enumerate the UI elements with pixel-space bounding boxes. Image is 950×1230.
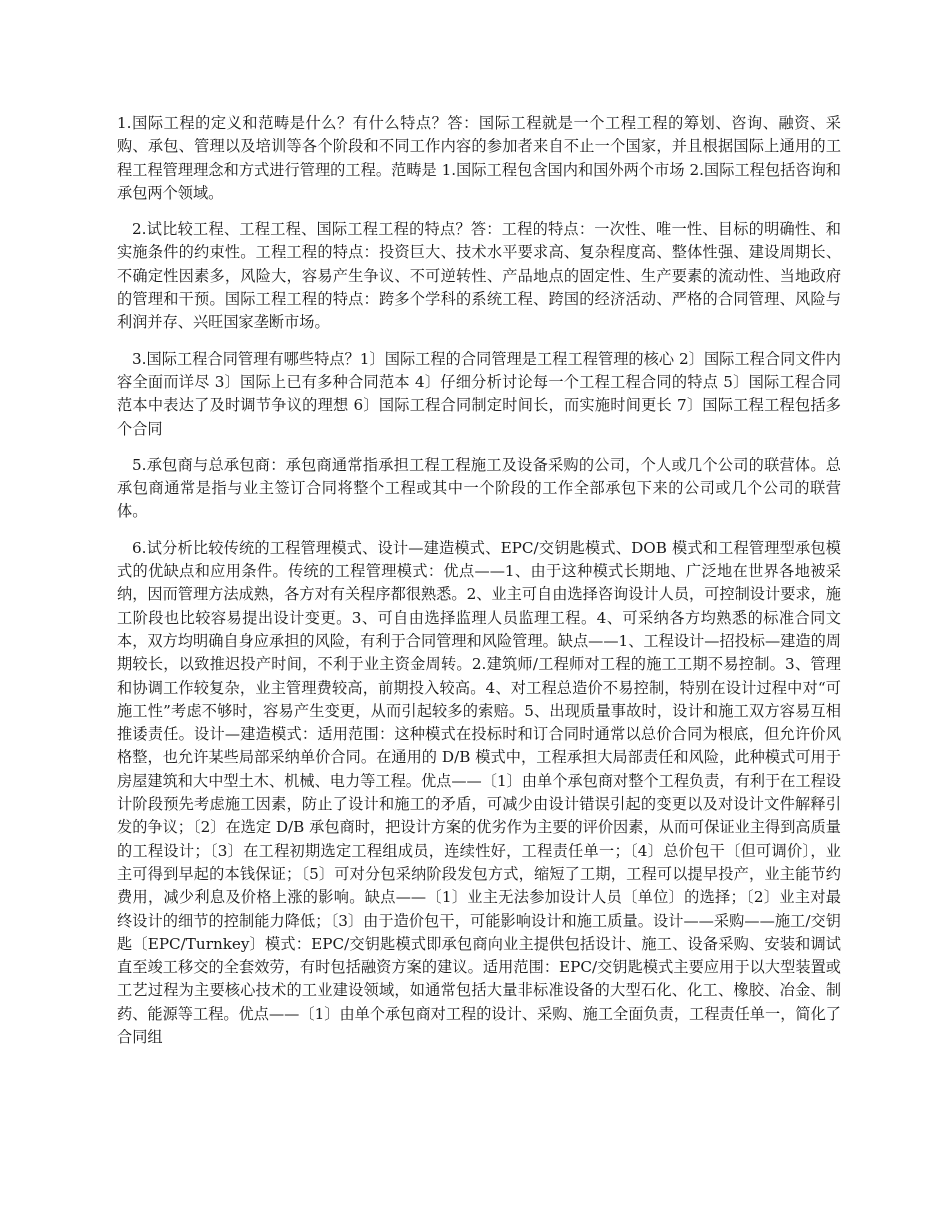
paragraph-q5: 5.承包商与总承包商：承包商通常指承担工程工程施工及设备采购的公司，个人或几个公司的联营体。总承包商通常是指与业主签订合同将整个工程或其中一个阶段的工作全部承包下来的公司或几个公司的联营体。	[117, 455, 841, 521]
paragraph-q2: 2.试比较工程、工程工程、国际工程工程的特点？答：工程的特点：一次性、唯一性、目标的明确性、和实施条件的约束性。工程工程的特点：投资巨大、技术水平要求高、复杂程度高、整体性强、建设周期长、不确定性因素多，风险大，容易产生争议、不可逆转性、产品地点的固定性、生产要素的流动性、当地政府的管理和干预。国际工程工程的特点：跨多个学科的系统工程、跨国的经济活动、严格的合同管理、风险与利润并存、兴旺国家垄断市场。	[117, 220, 841, 332]
paragraph-q6: 6.试分析比较传统的工程管理模式、设计—建造模式、EPC/交钥匙模式、DOB 模式和工程管理型承包模式的优缺点和应用条件。传统的工程管理模式：优点——1、由于这种模式长期地、广泛地在世界各地被采纳，因而管理方法成熟，各方对有关程序都很熟悉。2、业主可自由选择咨询设计人员，可控制设计要求，施工阶段也比较容易提出设计变更。3、可自由选择监理人员监理工程。4、可采纳各方均熟悉的标准合同文本，双方均明确自身应承担的风险，有利于合同管理和风险管理。缺点——1、工程设计—招投标—建造的周期较长，以致推迟投产时间，不利于业主资金周转。2.建筑师/工程师对工程的施工工期不易控制。3、管理和协调工作较复杂，业主管理费较高，前期投入较高。4、对工程总造价不易控制，特别在设计过程中对“可施工性”考虑不够时，容易产生变更，从而引起较多的索赔。5、出现质量事故时，设计和施工双方容易互相推诿责任。设计—建造模式：适用范围：这种模式在投标时和订合同时通常以总价合同为根底，但允许价风格整，也允许某些局部采纳单价合同。在通用的 D/B 模式中，工程承担大局部责任和风险，此种模式可用于房屋建筑和大中型土木、机械、电力等工程。优点——〔1〕由单个承包商对整个工程负责，有利于在工程设计阶段预先考虑施工因素，防止了设计和施工的矛盾，可减少由设计错误引起的变更以及对设计文件解释引发的争议；〔2〕在选定 D/B 承包商时，把设计方案的优劣作为主要的评价因素，从而可保证业主得到高质量的工程设计；〔3〕在工程初期选定工程组成员，连续性好，工程责任单一；〔4〕总价包干〔但可调价〕，业主可得到早起的本钱保证；〔5〕可对分包采纳阶段发包方式，缩短了工期，工程可以提早投产，业主能节约费用，减少利息及价格上涨的影响。缺点——〔1〕业主无法参加设计人员〔单位〕的选择；〔2〕业主对最终设计的细节的控制能力降低；〔3〕由于造价包干，可能影响设计和施工质量。设计——采购——施工/交钥匙〔EPC/Turnkey〕模式：EPC/交钥匙模式即承包商向业主提供包括设计、施工、设备采购、安装和调试直至竣工移交的全套效劳，有时包括融资方案的建议。适用范围：EPC/交钥匙模式主要应用于以大型装置或工艺过程为主要核心技术的工业建设领域，如通常包括大量非标准设备的大型石化、化工、橡胶、冶金、制药、能源等工程。优点——〔1〕由单个承包商对工程的设计、采购、施工全面负责，工程责任单一，简化了合同组	[117, 538, 841, 1046]
paragraph-q3: 3.国际工程合同管理有哪些特点？1〕国际工程的合同管理是工程工程管理的核心 2〕国际工程合同文件内容全面而详尽 3〕国际上已有多种合同范本 4〕仔细分析讨论每一个工程工程合同的特点 5〕国际工程合同范本中表达了及时调节争议的理想 6〕国际工程合同制定时间长，而实施时间更长 7〕国际工程工程包括多个合同	[117, 349, 841, 438]
document-page	[117, 112, 841, 1062]
paragraph-q1: 1.国际工程的定义和范畴是什么？有什么特点？答：国际工程就是一个工程工程的筹划、咨询、融资、采购、承包、管理以及培训等各个阶段和不同工作内容的参加者来自不止一个国家，并且根据国际上通用的工程工程管理理念和方式进行管理的工程。范畴是 1.国际工程包含国内和国外两个市场 2.国际工程包括咨询和承包两个领域。	[117, 114, 841, 202]
